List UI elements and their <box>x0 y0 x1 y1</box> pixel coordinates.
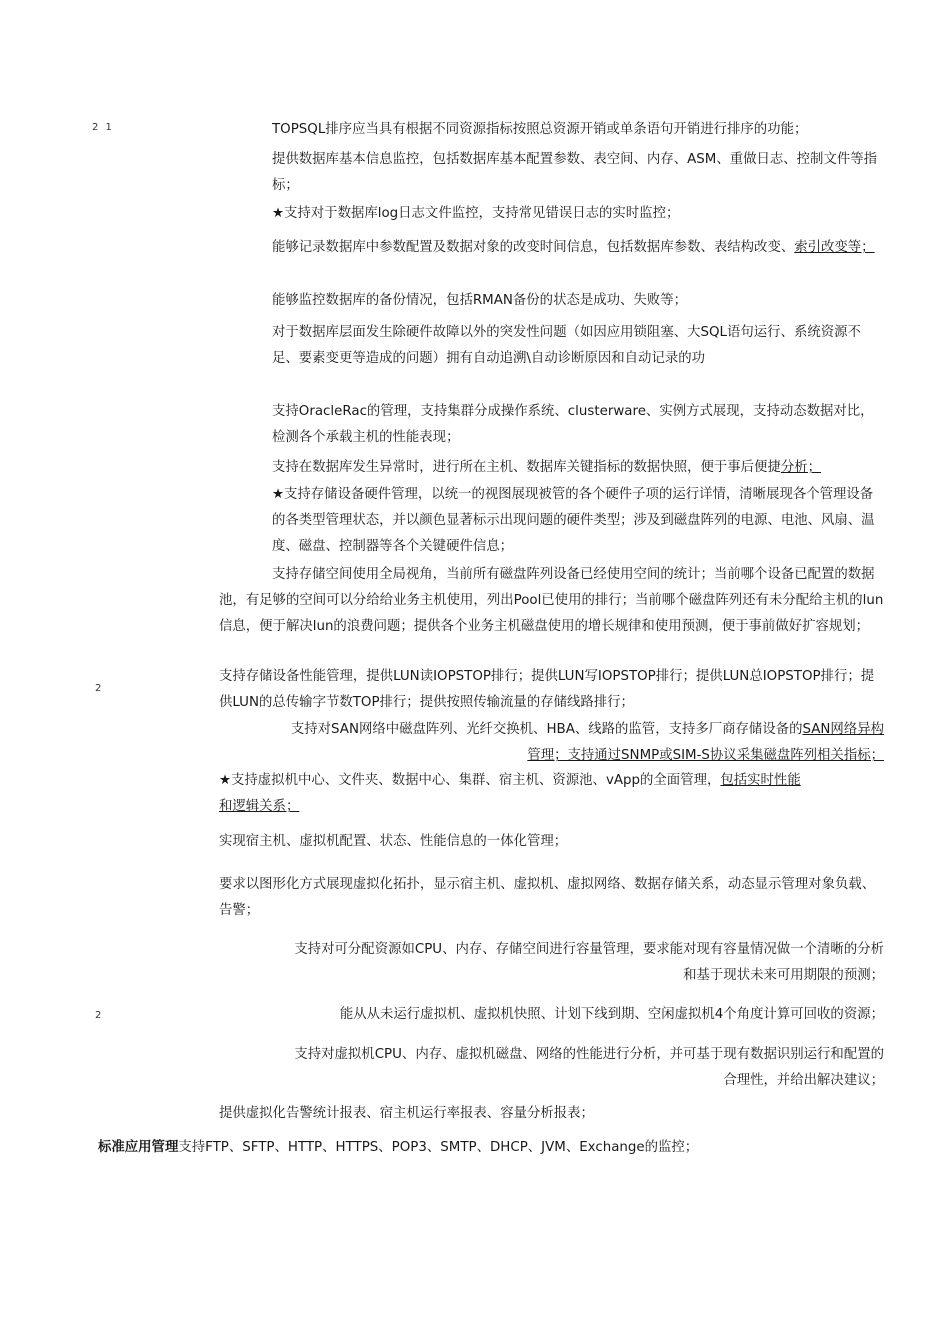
item-text-underlined: SAN网络异构 <box>802 722 884 737</box>
item-text: 合理性，并给出解决建议； <box>723 1073 884 1088</box>
requirement-item <box>272 235 884 261</box>
item-text: 能够记录数据库中参数配置及数据对象的改变时间信息，包括数据库参数、表结构改变、 <box>272 240 795 255</box>
margin-mark: 2 <box>95 1010 104 1021</box>
item-text: 支持对虚拟机CPU、内存、虚拟机磁盘、网络的性能进行分析，并可基于现有数据识别运行和配置的 <box>294 1047 884 1062</box>
requirement-item <box>219 768 884 820</box>
requirement-item <box>210 937 884 989</box>
requirement-item <box>219 717 884 769</box>
requirement-item: ★支持对于数据库log日志文件监控，支持常见错误日志的实时监控； <box>272 206 680 221</box>
requirement-item: 能从从未运行虚拟机、虚拟机快照、计划下线到期、空闲虚拟机4个角度计算可回收的资源； <box>339 1007 884 1022</box>
item-text-underlined: 索引改变等； <box>794 240 875 255</box>
requirement-item: 提供虚拟化告警统计报表、宿主机运行率报表、容量分析报表； <box>219 1106 594 1121</box>
margin-mark: 2 <box>95 683 104 694</box>
requirement-item: 对于数据库层面发生除硬件故障以外的突发性问题（如因应用锁阻塞、大SQL语句运行、系统资源不足、要素变更等造成的问题）拥有自动追溯\自动诊断原因和自动记录的功 <box>272 325 861 366</box>
item-text: 支持FTP、SFTP、HTTP、HTTPS、POP3、SMTP、DHCP、JVM、Exchange的监控； <box>178 1140 699 1155</box>
requirement-item: 提供数据库基本信息监控，包括数据库基本配置参数、表空间、内存、ASM、重做日志、控制文件等指标； <box>272 152 878 193</box>
requirement-item: TOPSQL排序应当具有根据不同资源指标按照总资源开销或单条语句开销进行排序的功能； <box>272 122 808 137</box>
margin-mark: 2 1 <box>92 122 114 133</box>
requirement-item: 实现宿主机、虚拟机配置、状态、性能信息的一体化管理； <box>219 834 568 849</box>
requirement-item <box>210 1042 884 1094</box>
item-text-underlined: 管理；支持通过SNMP或SIM-S协议采集磁盘阵列相关指标； <box>527 748 884 763</box>
item-text: 和基于现状未来可用期限的预测； <box>683 968 884 983</box>
item-text-underlined: 包括实时性能 <box>720 773 801 788</box>
requirement-item: ★支持存储设备硬件管理，以统一的视图展现被管的各个硬件子项的运行详情，清晰展现各个管理设备的各类型管理状态，并以颜色显著标示出现问题的硬件类型；涉及到磁盘阵列的电源、电池、风扇、温度、磁盘、控制器等各个关键硬件信息； <box>272 487 875 554</box>
requirement-item <box>272 455 884 481</box>
item-text: 支持对SAN网络中磁盘阵列、光纤交换机、HBA、线路的监管，支持多厂商存储设备的 <box>290 722 803 737</box>
item-text-underlined: 和逻辑关系； <box>219 799 300 814</box>
requirement-item: 支持OracleRac的管理，支持集群分成操作系统、clusterware、实例方式展现，支持动态数据对比，检测各个承载主机的性能表现； <box>272 404 874 445</box>
item-text-underlined: 分析； <box>780 460 822 475</box>
requirement-item: 支持存储设备性能管理，提供LUN读IOPSTOP排行；提供LUN写IOPSTOP排行；提供LUN总IOPSTOP排行；提供LUN的总传输字节数TOP排行；提供按照传输流量的存储线路排行； <box>219 669 875 710</box>
item-text: 支持对可分配资源如CPU、内存、存储空间进行容量管理，要求能对现有容量情况做一个清晰的分析 <box>294 942 884 957</box>
item-text: ★支持虚拟机中心、文件夹、数据中心、集群、宿主机、资源池、vApp的全面管理， <box>219 773 721 788</box>
item-text: 支持在数据库发生异常时，进行所在主机、数据库关键指标的数据快照，便于事后便捷 <box>272 460 781 475</box>
requirement-item <box>98 1135 884 1161</box>
requirement-item: 支持存储空间使用全局视角，当前所有磁盘阵列设备已经使用空间的统计；当前哪个设备已配置的数据池，有足够的空间可以分给给业务主机使用，列出Pool已使用的排行；当前哪个磁盘阵列还有未分配给主机的lun信息，便于解决lun的浪费问题；提供各个业务主机磁盘使用的增长规律和使用预测，便于事前做好扩容规划； <box>219 567 884 634</box>
requirement-item: 能够监控数据库的备份情况，包括RMAN备份的状态是成功、失败等； <box>272 293 687 308</box>
section-label: 标准应用管理 <box>98 1140 179 1155</box>
requirement-item: 要求以图形化方式展现虚拟化拓扑，显示宿主机、虚拟机、虚拟网络、数据存储关系，动态显示管理对象负载、告警； <box>219 877 876 918</box>
